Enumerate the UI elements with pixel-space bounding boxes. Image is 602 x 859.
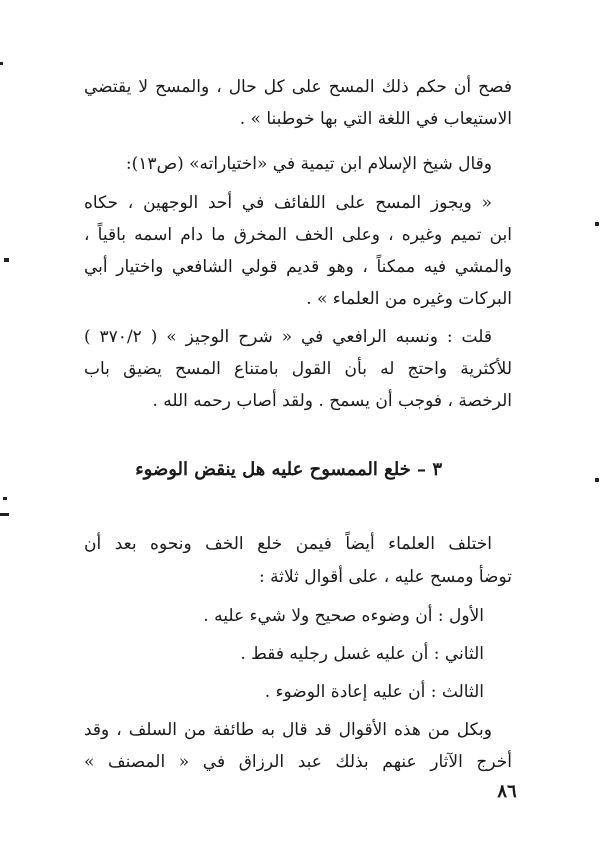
text-line: ابن تميم وغيره ، وعلى الخف المخرق ما دام اسمه باقياً ، bbox=[84, 225, 512, 245]
list-item: الأول : أن وضوءه صحيح ولا شيء عليه . bbox=[203, 606, 484, 626]
section-heading: ٣ – خلع الممسوح عليه هل ينقض الوضوء bbox=[135, 459, 442, 480]
text-line: « ويجوز المسح على اللفائف في أحد الوجهين ، حكاه bbox=[84, 193, 492, 213]
text-line: الرخصة ، فوجب أن يسمح . ولقد أصاب رحمه الله . bbox=[152, 391, 512, 411]
text-line: اختلف العلماء أيضاً فيمن خلع الخف ونحوه بعد أن bbox=[84, 534, 492, 554]
text-line: وبكل من هذه الأقوال قد قال به طائفة من السلف ، وقد bbox=[84, 720, 492, 740]
scan-speck bbox=[595, 478, 599, 482]
text-line: توضأ ومسح عليه ، على أقوال ثلاثة : bbox=[258, 567, 512, 587]
text-line: وقال شيخ الإسلام ابن تيمية في «اختياراته» (ص١٣): bbox=[125, 154, 492, 174]
scan-speck bbox=[4, 258, 9, 262]
text-line: والمشي فيه ممكناً ، وهو قديم قولي الشافعي واختيار أبي bbox=[84, 257, 512, 277]
list-item: الثالث : أن عليه إعادة الوضوء . bbox=[264, 682, 484, 702]
scan-speck bbox=[0, 62, 3, 65]
text-line: فصح أن حكم ذلك المسح على كل حال ، والمسح لا يقتضي bbox=[84, 77, 512, 97]
text-line: قلت : ونسبه الرافعي في « شرح الوجيز » ( ٣٧٠/٢ ) bbox=[84, 327, 492, 347]
text-line: الاستيعاب في اللغة التي بها خوطبنا » . bbox=[239, 109, 512, 129]
text-line: البركات وغيره من العلماء » . bbox=[306, 289, 512, 309]
text-line: أخرج الآثار عنهم بذلك عبد الرزاق في « المصنف » bbox=[84, 752, 512, 772]
scan-speck bbox=[0, 513, 9, 516]
list-item: الثاني : أن عليه غسل رجليه فقط . bbox=[240, 644, 484, 664]
page-number: ٨٦ bbox=[497, 781, 517, 802]
text-line: للأكثرية واحتج له بأن القول بامتناع المسح يضيق باب bbox=[84, 359, 512, 379]
scan-speck bbox=[595, 222, 599, 226]
scan-speck bbox=[3, 497, 7, 500]
